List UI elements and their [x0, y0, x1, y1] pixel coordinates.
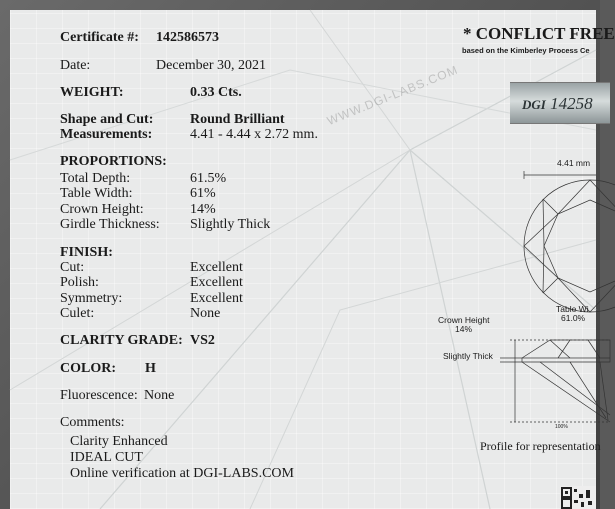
color-value: H: [145, 361, 156, 376]
conflict-free-title: * CONFLICT FREE: [463, 24, 615, 43]
diamond-diagram: [10, 10, 596, 509]
clarity-grade-label: CLARITY GRADE:: [60, 333, 183, 348]
culet-value: None: [190, 306, 221, 321]
pavilion-diagram-value: 100%: [555, 424, 568, 430]
inscription-logo: DGI: [522, 97, 546, 112]
clarity-grade-value: VS2: [190, 333, 215, 348]
weight-label: WEIGHT:: [60, 85, 124, 100]
profile-caption: Profile for representation: [480, 439, 601, 453]
certificate-number-value: 142586573: [156, 30, 219, 45]
girdle-diagram-label: Slightly Thick: [443, 351, 493, 361]
total-depth-label: Total Depth:: [60, 171, 131, 186]
symmetry-value: Excellent: [190, 291, 243, 306]
girdle-thickness-value: Slightly Thick: [190, 217, 271, 232]
crown-height-label: Crown Height:: [60, 202, 144, 217]
finish-heading: FINISH:: [60, 245, 113, 260]
fluorescence-value: None: [144, 388, 175, 403]
polish-label: Polish:: [60, 275, 99, 290]
crown-height-diagram-value: 14%: [455, 324, 473, 334]
table-width-value: 61%: [190, 186, 216, 201]
diagram-width-label: 4.41 mm: [557, 158, 591, 168]
total-depth-value: 61.5%: [190, 171, 227, 186]
table-label: Table Wi: [556, 304, 589, 314]
crown-height-diagram-label: Crown Height: [438, 315, 490, 325]
certificate-number-label: Certificate #:: [60, 30, 139, 45]
culet-label: Culet:: [60, 306, 95, 321]
fluorescence-label: Fluorescence:: [60, 388, 138, 403]
cut-value: Excellent: [190, 260, 243, 275]
proportions-heading: PROPORTIONS:: [60, 154, 167, 169]
diamond-top-view: [524, 171, 615, 312]
measurements-label: Measurements:: [60, 127, 153, 142]
symmetry-label: Symmetry:: [60, 291, 123, 306]
inscription-number: 14258: [550, 94, 593, 113]
comment-line: Online verification at DGI-LABS.COM: [70, 466, 294, 481]
kimberley-note: based on the Kimberley Process Ce: [462, 46, 590, 55]
crown-height-value: 14%: [190, 202, 216, 217]
shape-label: Shape and Cut:: [60, 112, 154, 127]
table-width-label: Table Width:: [60, 186, 133, 201]
polish-value: Excellent: [190, 275, 243, 290]
watermark: WWW.DGI-LABS.COM: [325, 62, 461, 128]
table-value: 61.0%: [561, 313, 586, 323]
comment-line: Clarity Enhanced: [70, 434, 168, 449]
cut-label: Cut:: [60, 260, 85, 275]
measurements-value: 4.41 - 4.44 x 2.72 mm.: [190, 127, 318, 142]
color-label: COLOR:: [60, 361, 116, 376]
certificate-paper: [10, 10, 615, 509]
girdle-thickness-label: Girdle Thickness:: [60, 217, 160, 232]
qr-code-icon: [560, 486, 596, 509]
comments-heading: Comments:: [60, 415, 125, 430]
weight-value: 0.33 Cts.: [190, 85, 242, 100]
diamond-profile-view: [500, 340, 610, 422]
comment-line: IDEAL CUT: [70, 450, 143, 465]
date-label: Date:: [60, 58, 91, 73]
shape-value: Round Brilliant: [190, 112, 285, 127]
date-value: December 30, 2021: [156, 58, 267, 73]
